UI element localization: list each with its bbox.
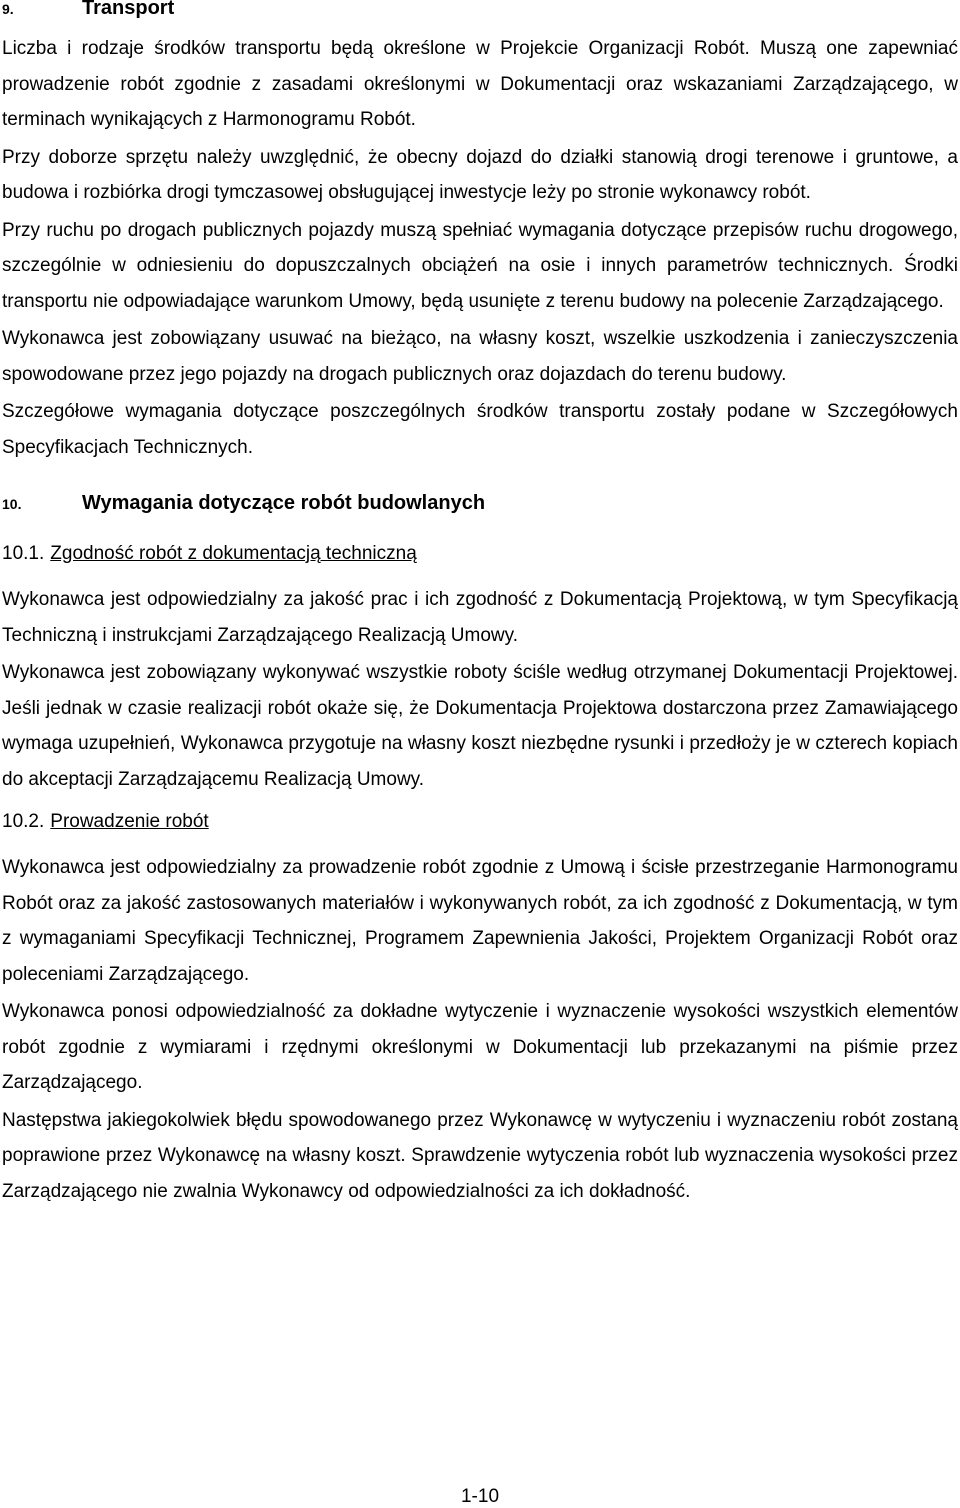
paragraph: Wykonawca jest odpowiedzialny za prowadzenie robót zgodnie z Umową i ścisłe przestrzeganie Harmonogramu Robót oraz za jakość zastosowanych materiałów i wykonywanych robót, za ich zgodność z Dokumentacją, w tym z wymaganiami Specyfikacji Technicznej, Programem Zapewnienia Jakości, Projektem Organizacji Robót oraz poleceniami Zarządzającego. [2,857,958,985]
subsection-title: Prowadzenie robót [50,811,209,832]
paragraph: Przy ruchu po drogach publicznych pojazdy muszą spełniać wymagania dotyczące przepisów ruchu drogowego, szczególnie w odniesieniu do dopuszczalnych obciążeń na osie i innych parametrów technicznych. Środki transportu nie odpowiadające warunkom Umowy, będą usunięte z terenu budowy na polecenie Zarządzającego. [2,219,958,312]
paragraph: Wykonawca jest zobowiązany usuwać na bieżąco, na własny koszt, wszelkie uszkodzenia i zanieczyszczenia spowodowane przez jego pojazdy na drogach publicznych oraz dojazdach do terenu budowy. [2,328,958,385]
section-title: Transport [82,0,175,19]
paragraph: Przy doborze sprzętu należy uwzględnić, że obecny dojazd do działki stanowią drogi terenowe i gruntowe, a budowa i rozbiórka drogi tymczasowej obsługującej inwestycje leży po stronie wykonawcy robót. [2,146,958,203]
paragraph: Wykonawca jest zobowiązany wykonywać wszystkie roboty ściśle według otrzymanej Dokumentacji Projektowej. Jeśli jednak w czasie realizacji robót okaże się, że Dokumentacja Projektowa dostarczona przez Zamawiającego wymaga uzupełnień, Wykonawca przygotuje na własny koszt niezbędne rysunki i przedłoży je w czterech kopiach do akceptacji Zarządzającemu Realizacją Umowy. [2,662,958,790]
section-number: 9. [2,1,14,17]
subsection-title: Zgodność robót z dokumentacją techniczną [50,543,417,564]
section-title: Wymagania dotyczące robót budowlanych [82,492,486,514]
paragraph: Liczba i rodzaje środków transportu będą określone w Projekcie Organizacji Robót. Muszą one zapewniać prowadzenie robót zgodnie z zasadami określonymi w Dokumentacji oraz wskazaniami Zarządzającego, w terminach wynikających z Harmonogramu Robót. [2,38,958,130]
subsection-heading-compliance [2,541,958,567]
subsection-heading-conduct [2,809,958,835]
paragraph: Szczegółowe wymagania dotyczące poszczególnych środków transportu zostały podane w Szczegółowych Specyfikacjach Technicznych. [2,401,958,458]
section-number: 10. [2,496,22,512]
section-heading-transport [2,0,958,21]
page-number: 1-10 [460,1486,500,1507]
paragraph: Wykonawca jest odpowiedzialny za jakość prac i ich zgodność z Dokumentacją Projektową, w tym Specyfikacją Techniczną i instrukcjami Zarządzającego Realizacją Umowy. [2,589,958,646]
paragraph: Następstwa jakiegokolwiek błędu spowodowanego przez Wykonawcę w wytyczeniu i wyznaczeniu robót zostaną poprawione przez Wykonawcę na własny koszt. Sprawdzenie wytyczenia robót lub wyznaczenia wysokości przez Zarządzającego nie zwalnia Wykonawcy od odpowiedzialności za ich dokładność. [2,1109,958,1202]
paragraph: Wykonawca ponosi odpowiedzialność za dokładne wytyczenie i wyznaczenie wysokości wszystkich elementów robót zgodnie z wymiarami i rzędnymi określonymi w Dokumentacji lub przekazanymi na piśmie przez Zarządzającego. [2,1001,958,1093]
document-body [2,0,958,1209]
section-heading-requirements [2,491,958,515]
subsection-number: 10.2. [2,811,45,832]
subsection-number: 10.1. [2,543,45,564]
